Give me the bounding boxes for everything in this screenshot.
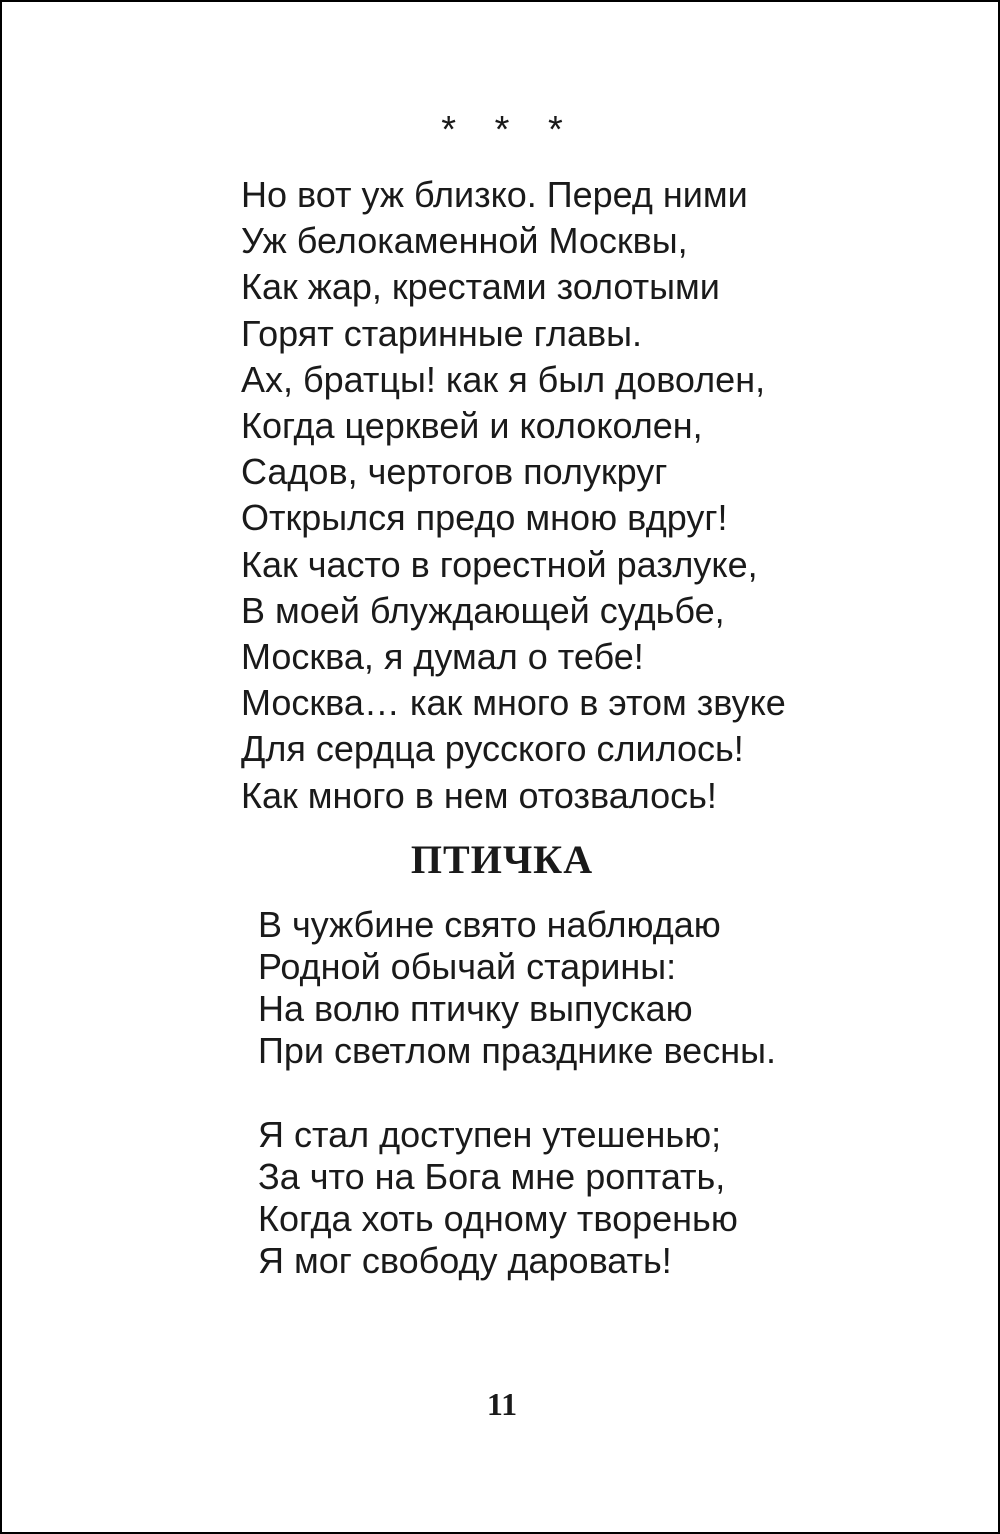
poem-line: На волю птичку выпускаю <box>258 988 693 1029</box>
poem-line: Москва, я думал о тебе! <box>241 636 644 678</box>
poem-line: Родной обычай старины: <box>258 946 677 987</box>
poem-line: Для сердца русского слилось! <box>241 728 744 770</box>
poem-line: Садов, чертогов полукруг <box>241 451 668 493</box>
poem-line: Как часто в горестной разлуке, <box>241 543 758 585</box>
section-separator: * * * <box>441 109 577 151</box>
poem-line: Уж белокаменной Москвы, <box>241 220 688 262</box>
poem-stanza <box>258 1114 738 1282</box>
poem-line: Горят старинные главы. <box>241 312 642 354</box>
poem-line: Москва… как много в этом звуке <box>241 682 786 724</box>
poem-line: Как жар, крестами золотыми <box>241 266 720 308</box>
poem-line: Я стал доступен утешенью; <box>258 1114 722 1155</box>
poem-line: Но вот уж близко. Перед ними <box>241 174 748 215</box>
poem-stanza <box>241 172 786 819</box>
poem-title: ПТИЧКА <box>410 837 594 882</box>
poem-line: Как много в нем отозвалось! <box>241 774 717 816</box>
poem-line: Когда хоть одному творенью <box>258 1198 738 1239</box>
poem-line: Открылся предо мною вдруг! <box>241 497 728 539</box>
poem-line: Ах, братцы! как я был доволен, <box>241 358 766 400</box>
poem-line: Когда церквей и колоколен, <box>241 405 703 447</box>
poem-line: При светлом празднике весны. <box>258 1030 776 1071</box>
poem-stanza <box>258 904 776 1072</box>
page-number: 11 <box>486 1386 518 1422</box>
poem-line: В моей блуждающей судьбе, <box>241 589 725 631</box>
poem-line: В чужбине свято наблюдаю <box>258 904 721 945</box>
poem-line: Я мог свободу даровать! <box>258 1240 672 1281</box>
poem-line: За что на Бога мне роптать, <box>258 1156 726 1197</box>
